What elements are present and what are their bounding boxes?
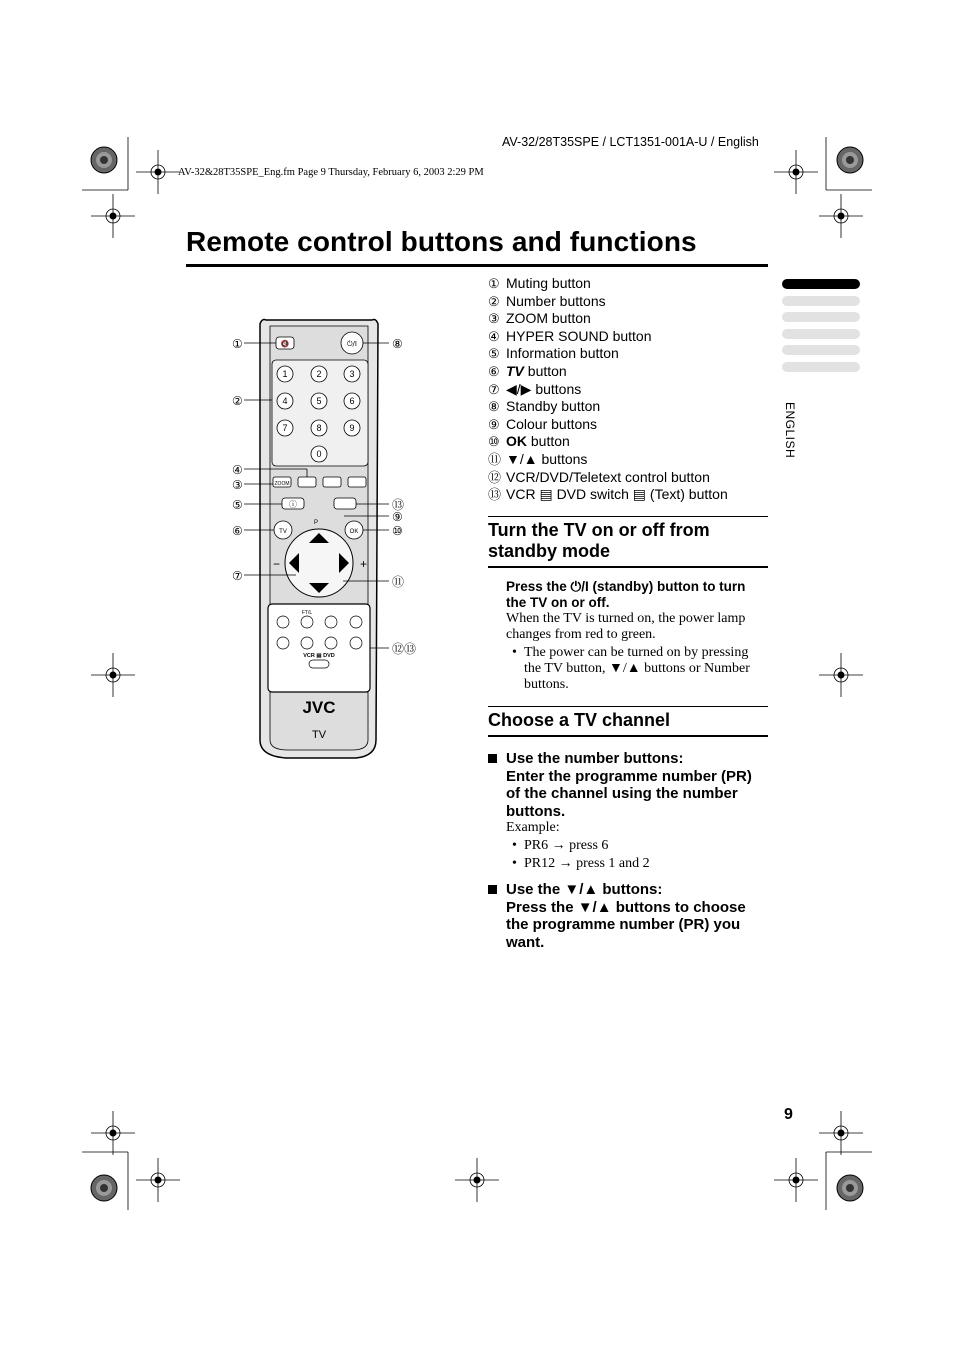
number-label: 3 xyxy=(349,369,355,379)
language-tab-label: ENGLISH xyxy=(783,402,797,459)
section-rule xyxy=(488,706,768,707)
callout: ⑧ xyxy=(392,337,403,351)
svg-text:🔇: 🔇 xyxy=(280,340,290,348)
title-rule xyxy=(186,264,768,267)
callout: ④ xyxy=(232,463,243,477)
number-label: 0 xyxy=(316,449,322,459)
chapter-tab xyxy=(782,362,860,372)
chapter-tab xyxy=(782,312,860,322)
callout: ⑥ xyxy=(232,524,243,538)
button-list xyxy=(488,275,778,504)
number-label: 7 xyxy=(282,423,288,433)
chapter-tabs xyxy=(782,279,860,378)
jvc-logo: JVC xyxy=(302,698,336,717)
callout: ⑦ xyxy=(232,569,243,583)
number-buttons-item: Use the number buttons: Enter the programme number (PR) of the channel using the number buttons. xyxy=(488,750,768,820)
list-item: ⑫ VCR/DVD/Teletext control button xyxy=(488,468,710,485)
callout: ⑩ xyxy=(392,524,403,538)
callout: ⑤ xyxy=(232,498,243,512)
svg-text:ⓘ: ⓘ xyxy=(289,500,297,509)
list-item: ⑧ Standby button xyxy=(488,398,601,415)
list-item: ③ ZOOM button xyxy=(488,310,591,327)
callout: ⑨ xyxy=(392,510,403,524)
svg-text:OK: OK xyxy=(349,529,359,535)
callout: ⑬ xyxy=(392,498,405,512)
number-label: 6 xyxy=(349,396,355,406)
list-item: ⑦ ◀/▶ buttons xyxy=(488,380,582,397)
model-label: TV xyxy=(311,729,327,741)
example-label: Example: xyxy=(506,820,560,835)
list-item: ⑩ OK button xyxy=(488,433,570,450)
svg-text:+: + xyxy=(360,557,368,571)
standby-note: • The power can be turned on by pressing the TV button, ▼/▲ buttons or Number buttons. xyxy=(506,645,768,693)
number-label: 9 xyxy=(349,423,355,433)
svg-text:TV: TV xyxy=(279,529,287,535)
number-label: 4 xyxy=(282,396,288,406)
chapter-tab-active xyxy=(782,279,860,289)
svg-text:−: − xyxy=(273,557,281,571)
standby-instruction: Press the ⏻/I (standby) button to turn the TV on or off. xyxy=(506,579,746,610)
callout: ⑫⑬ xyxy=(392,642,417,656)
list-item: ⑨ Colour buttons xyxy=(488,415,598,432)
chapter-tab xyxy=(782,296,860,306)
updown-buttons-item: Use the ▼/▲ buttons: Press the ▼/▲ buttons to choose the programme number (PR) you want. xyxy=(488,881,768,951)
chapter-tab xyxy=(782,345,860,355)
callout: ⑪ xyxy=(392,575,405,589)
list-item: ⑥ TV button xyxy=(488,362,567,379)
list-item: ④ HYPER SOUND button xyxy=(488,327,652,344)
page-title: Remote control buttons and functions xyxy=(186,226,697,257)
section-rule xyxy=(488,566,768,568)
section-heading-channel: Choose a TV channel xyxy=(488,710,671,730)
number-label: 5 xyxy=(316,396,322,406)
svg-text:P: P xyxy=(314,520,319,526)
page-number: 9 xyxy=(784,1106,793,1123)
svg-text:ZOOM: ZOOM xyxy=(274,481,290,487)
list-item: ⑤ Information button xyxy=(488,345,619,362)
channel-section-body xyxy=(488,750,768,951)
section-heading-standby: Turn the TV on or off from standby mode xyxy=(488,520,710,561)
remote-callouts xyxy=(226,310,426,670)
standby-description: When the TV is turned on, the power lamp changes from red to green. xyxy=(506,611,746,642)
svg-text:FT/L: FT/L xyxy=(301,610,313,616)
number-label: 8 xyxy=(316,423,322,433)
list-item: ① Muting button xyxy=(488,275,591,291)
list-item: ⑬ VCR ▤ DVD switch ▤ (Text) button xyxy=(488,486,728,503)
example-item: • PR6 → press 6 xyxy=(506,838,768,854)
callout: ② xyxy=(232,394,243,408)
number-label: 1 xyxy=(282,369,288,379)
number-label: 2 xyxy=(316,369,322,379)
list-item: ⑪ ▼/▲ buttons xyxy=(488,450,588,467)
callout: ③ xyxy=(232,478,243,492)
example-item: • PR12 → press 1 and 2 xyxy=(506,856,768,872)
svg-text:VCR ▤ DVD: VCR ▤ DVD xyxy=(303,653,335,659)
callout: ① xyxy=(232,337,243,351)
section-rule xyxy=(488,516,768,517)
chapter-tab xyxy=(782,329,860,339)
list-item: ② Number buttons xyxy=(488,292,606,309)
document-reference: AV-32/28T35SPE / LCT1351-001A-U / English xyxy=(502,135,759,149)
file-info: AV-32&28T35SPE_Eng.fm Page 9 Thursday, February 6, 2003 2:29 PM xyxy=(178,167,484,178)
section-rule xyxy=(488,735,768,737)
svg-text:⏻/I: ⏻/I xyxy=(347,340,357,348)
standby-section-body xyxy=(506,579,768,693)
